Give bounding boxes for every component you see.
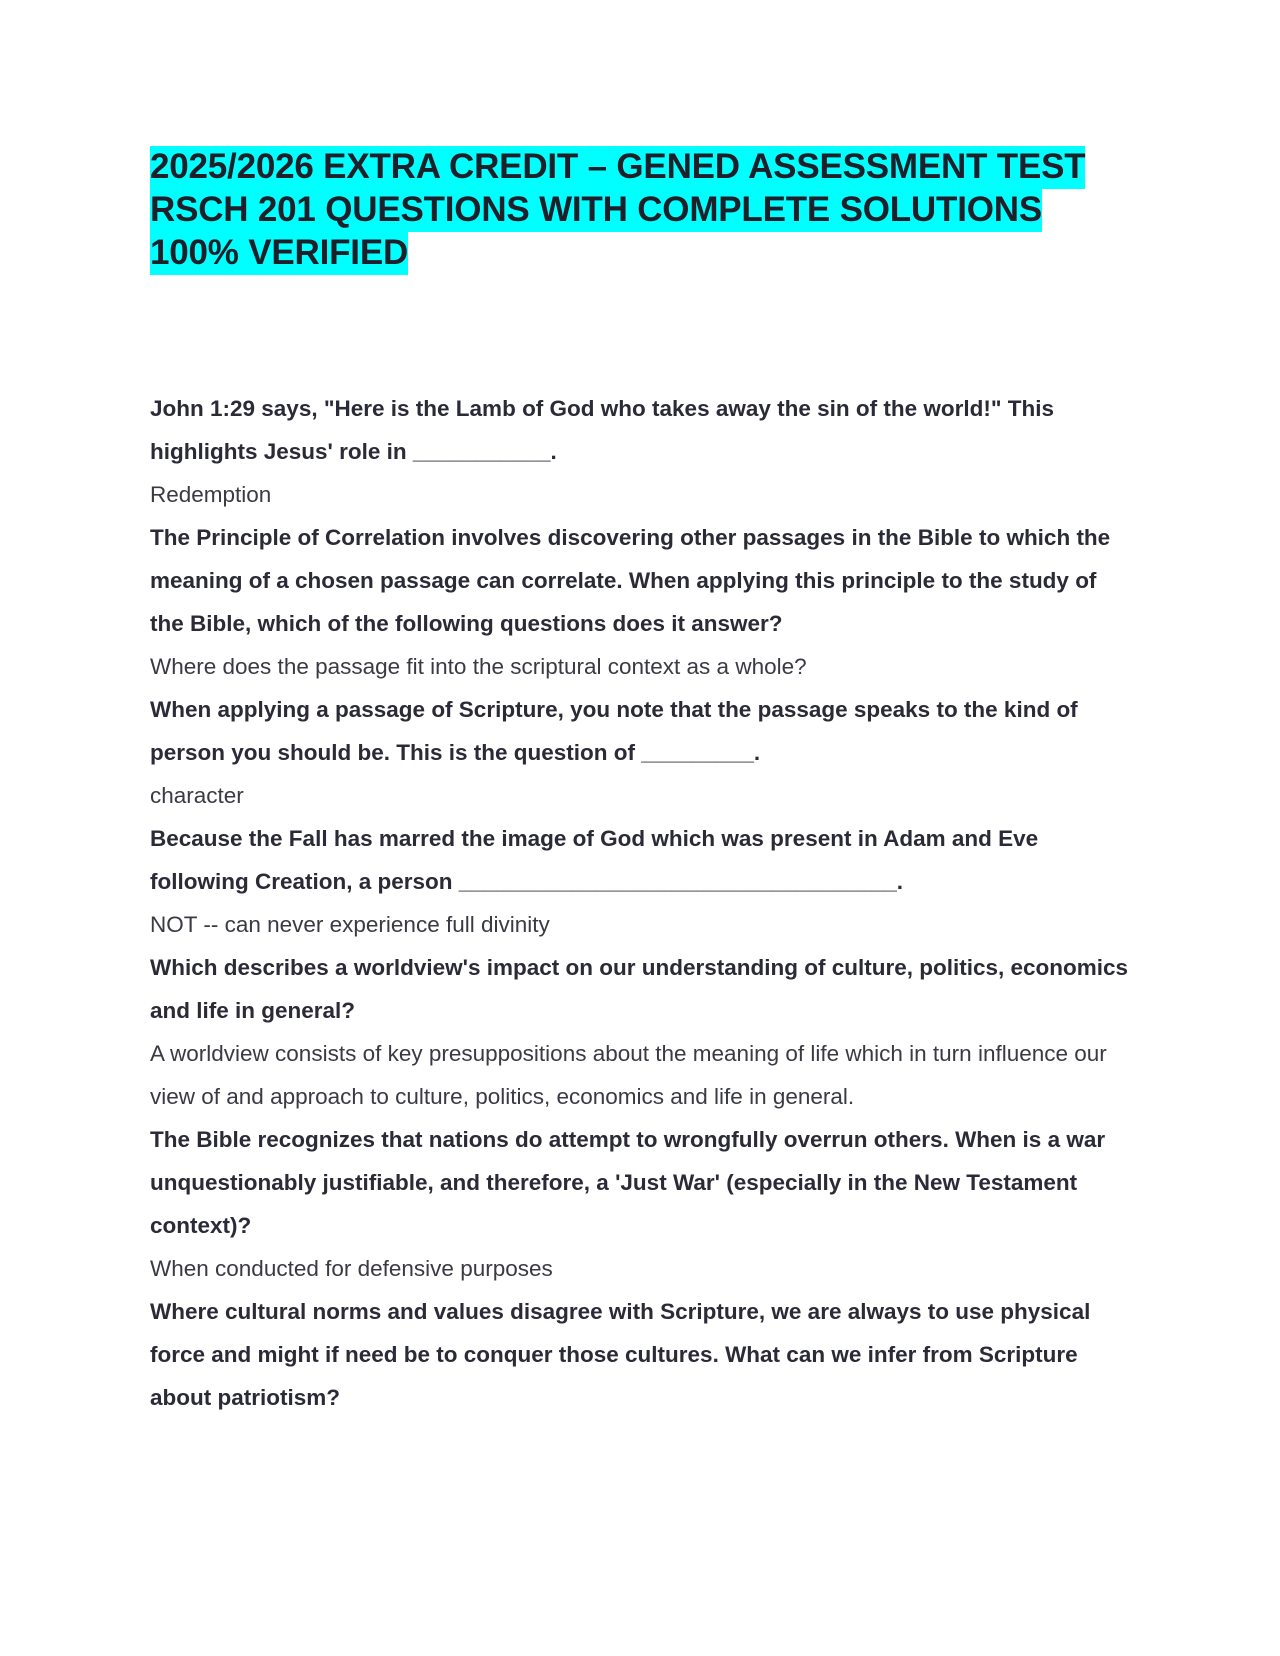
qa-item bbox=[150, 1118, 1130, 1290]
title-highlight: 2025/2026 EXTRA CREDIT – GENED ASSESSMENT TEST RSCH 201 QUESTIONS WITH COMPLETE SOLUTIONS 100% VERIFIED bbox=[150, 146, 1085, 275]
question-text: Which describes a worldview's impact on our understanding of culture, politics, economics and life in general? bbox=[150, 955, 1129, 1023]
answer-text: NOT -- can never experience full divinity bbox=[150, 912, 550, 937]
question-text: John 1:29 says, "Here is the Lamb of God who takes away the sin of the world!" This highlights Jesus' role in ___________. bbox=[150, 396, 1055, 464]
answer-text: Redemption bbox=[150, 482, 272, 507]
answer-text: When conducted for defensive purposes bbox=[150, 1256, 553, 1281]
document-title bbox=[150, 145, 1130, 274]
qa-item bbox=[150, 1290, 1130, 1419]
question-text: The Bible recognizes that nations do attempt to wrongfully overrun others. When is a war unquestionably justifiable, and therefore, a 'Just War' (especially in the New Testament context)? bbox=[150, 1127, 1106, 1238]
qa-item bbox=[150, 688, 1130, 817]
qa-item bbox=[150, 817, 1130, 946]
qa-item bbox=[150, 946, 1130, 1118]
answer-text: A worldview consists of key presuppositions about the meaning of life which in turn influence our view of and approach to culture, politics, economics and life in general. bbox=[150, 1041, 1107, 1109]
qa-item bbox=[150, 516, 1130, 688]
answer-text: Where does the passage fit into the scriptural context as a whole? bbox=[150, 654, 807, 679]
question-answer-list bbox=[150, 387, 1130, 1419]
answer-text: character bbox=[150, 783, 244, 808]
question-text: Where cultural norms and values disagree with Scripture, we are always to use physical force and might if need be to conquer those cultures. What can we infer from Scripture about patriotism? bbox=[150, 1299, 1091, 1410]
question-text: Because the Fall has marred the image of God which was present in Adam and Eve following Creation, a person ___________________________________. bbox=[150, 826, 1039, 894]
question-text: The Principle of Correlation involves discovering other passages in the Bible to which the meaning of a chosen passage can correlate. When applying this principle to the study of the Bible, which of the following questions does it answer? bbox=[150, 525, 1111, 636]
document-page bbox=[150, 145, 1130, 1419]
qa-item bbox=[150, 387, 1130, 516]
question-text: When applying a passage of Scripture, you note that the passage speaks to the kind of person you should be. This is the question of _________. bbox=[150, 697, 1078, 765]
